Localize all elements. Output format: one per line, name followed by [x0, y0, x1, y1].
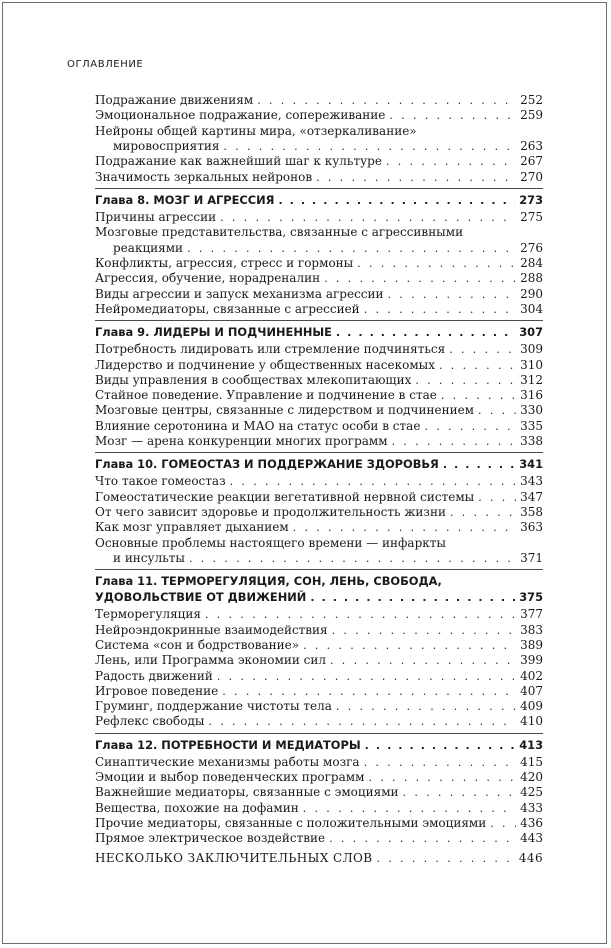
chapter-heading-12[interactable] [95, 738, 543, 755]
toc-entry-title: Виды агрессии и запуск механизма агрессии [95, 286, 384, 301]
toc-entry-title: Лидерство и подчинение у общественных насекомых [95, 357, 435, 372]
chapter-divider [95, 569, 543, 570]
toc-entry[interactable] [95, 623, 543, 638]
toc-entry-title: От чего зависит здоровье и продолжительность жизни [95, 504, 446, 519]
toc-entry-title: Груминг, поддержание чистоты тела [95, 699, 332, 714]
chapter-title: Глава 8. МОЗГ И АГРЕССИЯ [95, 192, 275, 207]
leader-dots [330, 654, 516, 667]
leader-dots [388, 288, 517, 301]
toc-entry-title: Как мозг управляет дыханием [95, 520, 289, 535]
toc-entry-page: 425 [520, 785, 543, 800]
toc-final-entry[interactable] [95, 851, 543, 866]
toc-entry-page: 436 [520, 815, 543, 830]
toc-entry-title-cont: мировосприятия [113, 139, 220, 154]
toc-entry-page: 316 [520, 388, 543, 403]
toc-entry-page: 383 [520, 622, 543, 637]
chapter-divider [95, 320, 543, 321]
toc-entry[interactable] [95, 770, 543, 785]
chapter-divider [95, 733, 543, 734]
toc-entry[interactable] [95, 271, 543, 286]
toc-entry[interactable] [95, 434, 543, 449]
leader-dots [220, 211, 516, 224]
toc-entry-title: Синаптические механизмы работы мозга [95, 754, 360, 769]
toc-entry[interactable] [95, 342, 543, 357]
leader-dots [490, 817, 516, 830]
toc-entry-title: Терморегуляция [95, 607, 201, 622]
toc-entry[interactable] [95, 302, 543, 317]
toc-entry-page: 358 [520, 504, 543, 519]
toc-entry-title: Рефлекс свободы [95, 714, 205, 729]
toc-entry-title: Мозговые представительства, связанные с агрессивными [95, 225, 464, 240]
leader-dots [441, 389, 516, 402]
toc-entry-page: 252 [520, 93, 543, 107]
toc-entry[interactable] [95, 816, 543, 831]
toc-entry[interactable] [95, 256, 543, 271]
toc-entry-page: 410 [520, 714, 543, 729]
toc-entry[interactable] [95, 755, 543, 770]
leader-dots [439, 359, 516, 372]
toc-entry-page: 284 [520, 256, 543, 271]
toc-entry-page: 275 [520, 209, 543, 224]
toc-entry-title: Что такое гомеостаз [95, 474, 226, 489]
toc-entry[interactable] [95, 474, 543, 489]
toc-entry-page: 338 [520, 434, 543, 449]
toc-entry-title: Потребность лидировать или стремление подчиняться [95, 342, 446, 357]
leader-dots [389, 109, 516, 122]
toc-entry-title: Нейромедиаторы, связанные с агрессией [95, 301, 360, 316]
toc-entry-page: 267 [520, 154, 543, 169]
toc-entry[interactable] [95, 801, 543, 816]
toc-entry-page: 263 [520, 139, 543, 154]
toc-entry-line1[interactable] [95, 124, 543, 140]
toc-entry-page: 402 [520, 668, 543, 683]
toc-entry-title: Конфликты, агрессия, стресс и гормоны [95, 256, 354, 271]
toc-entry-title: Агрессия, обучение, норадреналин [95, 271, 321, 286]
toc-entry-title: Лень, или Программа экономии сил [95, 653, 326, 668]
leader-dots [205, 608, 516, 621]
toc-entry-title-cont: и инсульты [113, 551, 185, 566]
leader-dots [449, 343, 516, 356]
toc-entry-page: 363 [520, 520, 543, 535]
toc-entry-page: 343 [520, 474, 543, 489]
toc-entry[interactable] [95, 699, 543, 714]
running-head: ОГЛАВЛЕНИЕ [67, 59, 144, 70]
toc-entry[interactable] [95, 373, 543, 388]
toc-entry-page: 389 [520, 637, 543, 652]
toc-entry-page: 312 [520, 372, 543, 387]
leader-dots [415, 374, 516, 387]
leader-dots [364, 756, 517, 769]
toc-entry-page: 290 [520, 286, 543, 301]
final-title: НЕСКОЛЬКО ЗАКЛЮЧИТЕЛЬНЫХ СЛОВ [95, 851, 373, 866]
table-of-contents [95, 93, 543, 867]
chapter-heading-10[interactable] [95, 457, 543, 474]
toc-entry-page: 407 [520, 683, 543, 698]
chapter-title: Глава 12. ПОТРЕБНОСТИ И МЕДИАТОРЫ [95, 737, 361, 752]
leader-dots [478, 404, 516, 417]
toc-entry-page: 330 [520, 403, 543, 418]
toc-entry-line1[interactable] [95, 536, 543, 552]
chapter-page: 273 [519, 192, 543, 207]
leader-dots [450, 506, 516, 519]
toc-entry-title: Прямое электрическое воздействие [95, 831, 326, 846]
toc-entry-page: 259 [520, 108, 543, 123]
toc-entry-line2[interactable] [95, 241, 543, 256]
leader-dots [332, 624, 516, 637]
chapter-title: Глава 11. ТЕРМОРЕГУЛЯЦИЯ, СОН, ЛЕНЬ, СВОБОДА, [95, 574, 442, 589]
toc-entry[interactable] [95, 170, 543, 185]
leader-dots [310, 591, 515, 604]
toc-entry[interactable] [95, 419, 543, 434]
leader-dots [293, 521, 516, 534]
toc-entry[interactable] [95, 669, 543, 684]
chapter-divider [95, 188, 543, 189]
leader-dots [357, 257, 516, 270]
leader-dots [392, 435, 517, 448]
leader-dots [189, 552, 516, 565]
chapter-page: 341 [519, 457, 543, 472]
toc-entry-page: 409 [520, 699, 543, 714]
leader-dots [336, 326, 515, 339]
toc-entry-title: Виды управления в сообществах млекопитающих [95, 372, 412, 387]
leader-dots [257, 94, 516, 107]
chapter-page: 307 [519, 325, 543, 340]
chapter-title: Глава 10. ГОМЕОСТАЗ И ПОДДЕРЖАНИЕ ЗДОРОВЬЯ [95, 457, 439, 472]
leader-dots [217, 670, 516, 683]
leader-dots [364, 303, 516, 316]
toc-entry[interactable] [95, 210, 543, 225]
toc-entry[interactable] [95, 287, 543, 302]
toc-entry-page: 415 [520, 754, 543, 769]
toc-entry[interactable] [95, 154, 543, 169]
toc-entry-title: Значимость зеркальных нейронов [95, 169, 313, 184]
leader-dots [403, 786, 517, 799]
toc-entry[interactable] [95, 785, 543, 800]
toc-entry-page: 399 [520, 653, 543, 668]
toc-entry[interactable] [95, 520, 543, 535]
toc-entry-title: Мозг — арена конкуренции многих программ [95, 434, 388, 449]
toc-entry-page: 335 [520, 418, 543, 433]
toc-entry-title: Прочие медиаторы, связанные с положительными эмоциями [95, 815, 487, 830]
chapter-heading-9[interactable] [95, 325, 543, 342]
toc-entry-page: 309 [520, 342, 543, 357]
leader-dots [443, 458, 515, 471]
leader-dots [336, 700, 516, 713]
chapter-page: 375 [519, 590, 543, 605]
toc-entry-title: Стайное поведение. Управление и подчинение в стае [95, 388, 437, 403]
toc-entry-page: 276 [520, 240, 543, 255]
toc-entry-page: 377 [520, 607, 543, 622]
toc-entry-title: Причины агрессии [95, 209, 217, 224]
toc-entry-title: Игровое поведение [95, 683, 219, 698]
toc-entry[interactable] [95, 388, 543, 403]
leader-dots [365, 739, 516, 752]
toc-entry-title: Эмоции и выбор поведенческих программ [95, 770, 365, 784]
toc-entry[interactable] [95, 831, 543, 846]
toc-entry-line1[interactable] [95, 225, 543, 241]
toc-entry[interactable] [95, 490, 543, 505]
toc-entry[interactable] [95, 684, 543, 699]
toc-entry-page: 371 [520, 551, 543, 566]
toc-entry-title-cont: реакциями [113, 240, 184, 255]
toc-entry-title: Нейроэндокринные взаимодействия [95, 622, 328, 637]
leader-dots [303, 802, 516, 815]
leader-dots [303, 639, 516, 652]
toc-entry-page: 288 [520, 271, 543, 286]
toc-entry[interactable] [95, 607, 543, 622]
leader-dots [187, 242, 516, 255]
toc-entry-page: 420 [520, 770, 543, 784]
leader-dots [478, 491, 516, 504]
leader-dots [316, 171, 516, 184]
toc-entry[interactable] [95, 714, 543, 729]
leader-dots [368, 771, 516, 784]
toc-entry-title: Эмоциональное подражание, сопереживание [95, 108, 386, 123]
leader-dots [376, 852, 514, 865]
leader-dots [230, 475, 516, 488]
leader-dots [222, 685, 516, 698]
leader-dots [223, 140, 516, 153]
toc-entry-title: Подражание как важнейший шаг к культуре [95, 154, 382, 169]
toc-entry-page: 270 [520, 169, 543, 184]
toc-entry-title: Влияние серотонина и МАО на статус особи в стае [95, 418, 421, 433]
leader-dots [208, 715, 516, 728]
toc-entry-title: Гомеостатические реакции вегетативной нервной системы [95, 489, 475, 504]
toc-entry-title: Нейроны общей картины мира, «отзеркаливание» [95, 123, 417, 138]
chapter-title: Глава 9. ЛИДЕРЫ И ПОДЧИНЕННЫЕ [95, 325, 332, 340]
toc-entry[interactable] [95, 638, 543, 653]
toc-entry-line2[interactable] [95, 139, 543, 154]
toc-entry-title: Радость движений [95, 668, 213, 683]
toc-entry[interactable] [95, 653, 543, 668]
final-page: 446 [518, 851, 543, 866]
toc-entry[interactable] [95, 358, 543, 373]
toc-entry-title: Мозговые центры, связанные с лидерством и подчинением [95, 403, 475, 418]
leader-dots [424, 420, 516, 433]
chapter-divider [95, 452, 543, 453]
toc-entry[interactable] [95, 108, 543, 123]
toc-entry-title: Важнейшие медиаторы, связанные с эмоциями [95, 785, 399, 800]
toc-entry-page: 443 [520, 831, 543, 846]
toc-entry-page: 347 [520, 489, 543, 504]
toc-entry-page: 304 [520, 301, 543, 316]
toc-entry-line2[interactable] [95, 551, 543, 566]
leader-dots [386, 155, 516, 168]
toc-entry[interactable] [95, 93, 543, 108]
toc-entry[interactable] [95, 505, 543, 520]
toc-entry[interactable] [95, 403, 543, 418]
chapter-heading-8[interactable] [95, 193, 543, 210]
toc-entry-title: Подражание движениям [95, 93, 254, 107]
chapter-title-cont: УДОВОЛЬСТВИЕ ОТ ДВИЖЕНИЙ [95, 590, 307, 605]
chapter-page: 413 [519, 737, 543, 752]
toc-entry-page: 433 [520, 800, 543, 815]
chapter-heading-11-line1[interactable] [95, 574, 543, 590]
leader-dots [278, 194, 515, 207]
toc-entry-title: Система «сон и бодрствование» [95, 637, 300, 652]
toc-entry-title: Основные проблемы настоящего времени — инфаркты [95, 535, 446, 550]
leader-dots [324, 272, 516, 285]
chapter-heading-11-line2[interactable] [95, 590, 543, 607]
toc-entry-title: Вещества, похожие на дофамин [95, 800, 299, 815]
toc-entry-page: 310 [520, 357, 543, 372]
leader-dots [329, 832, 516, 845]
